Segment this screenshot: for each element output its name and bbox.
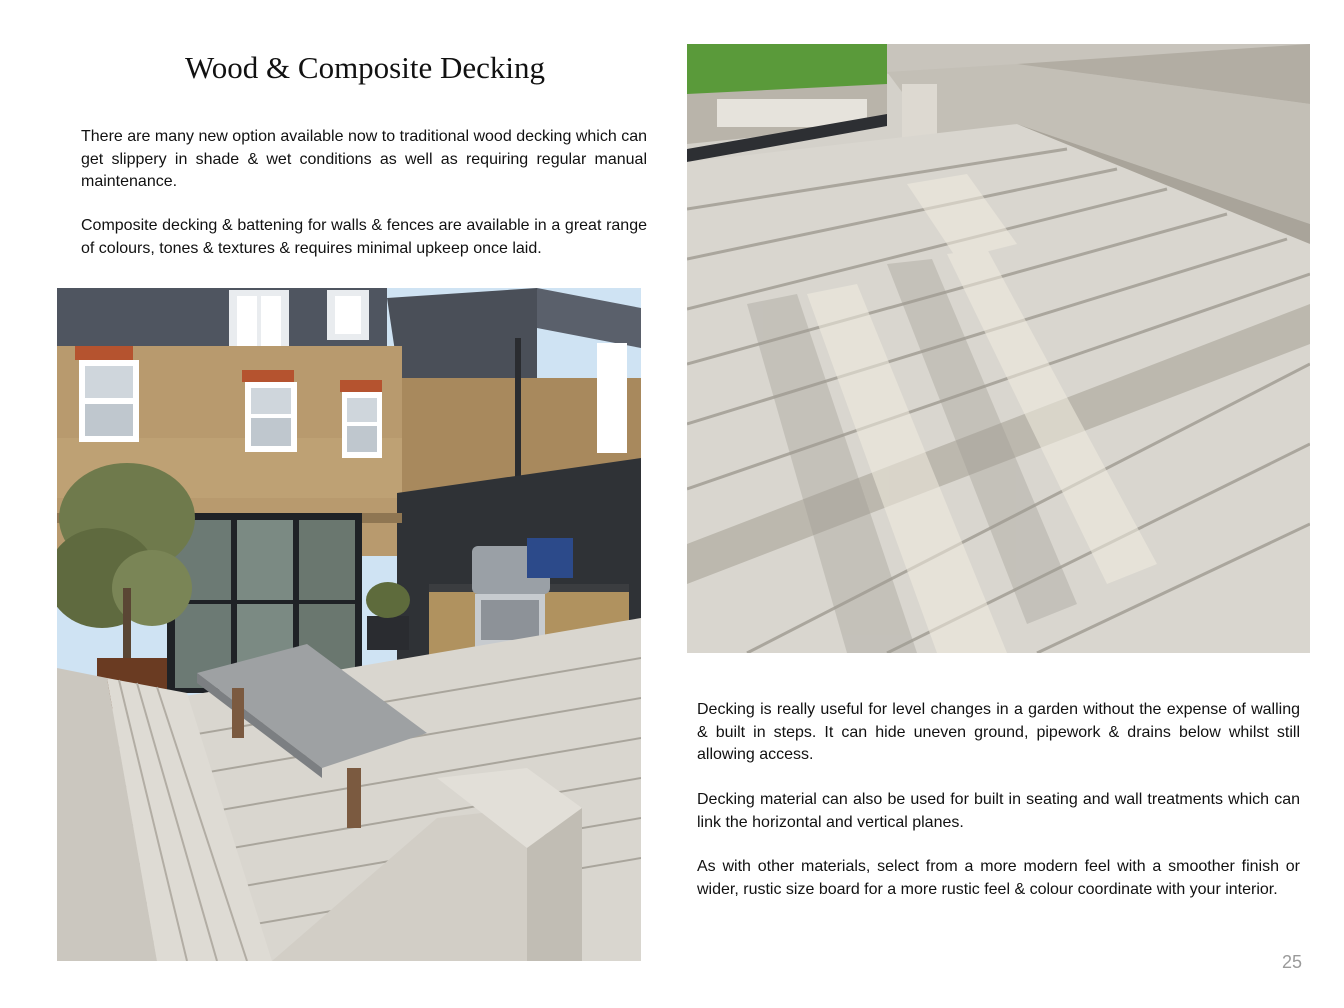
- detail-paragraph-3: As with other materials, select from a more modern feel with a smoother finish or wider, rustic size board for a more rustic feel & colour coordinate with your interior.: [697, 858, 1300, 898]
- intro-paragraph-1: There are many new option available now to traditional wood decking which can get slippery in shade & wet conditions as well as requiring regular manual maintenance.: [81, 128, 647, 190]
- detail-paragraph-2: Decking material can also be used for built in seating and wall treatments which can link the horizontal and vertical planes.: [697, 791, 1300, 831]
- intro-paragraph-2: Composite decking & battening for walls & fences are available in a great range of colours, tones & textures & requires minimal upkeep once laid.: [81, 217, 647, 257]
- page-number: 25: [1281, 952, 1302, 972]
- deck-steps-photo: [687, 44, 1310, 653]
- deck-steps-illustration: [687, 44, 1310, 653]
- page-title: Wood & Composite Decking: [185, 50, 545, 85]
- garden-decking-photo: [57, 288, 641, 961]
- detail-paragraph-1: Decking is really useful for level changes in a garden without the expense of walling & built in steps. It can hide uneven ground, pipework & drains below whilst still allowing access.: [697, 701, 1300, 763]
- garden-decking-illustration: [57, 288, 641, 961]
